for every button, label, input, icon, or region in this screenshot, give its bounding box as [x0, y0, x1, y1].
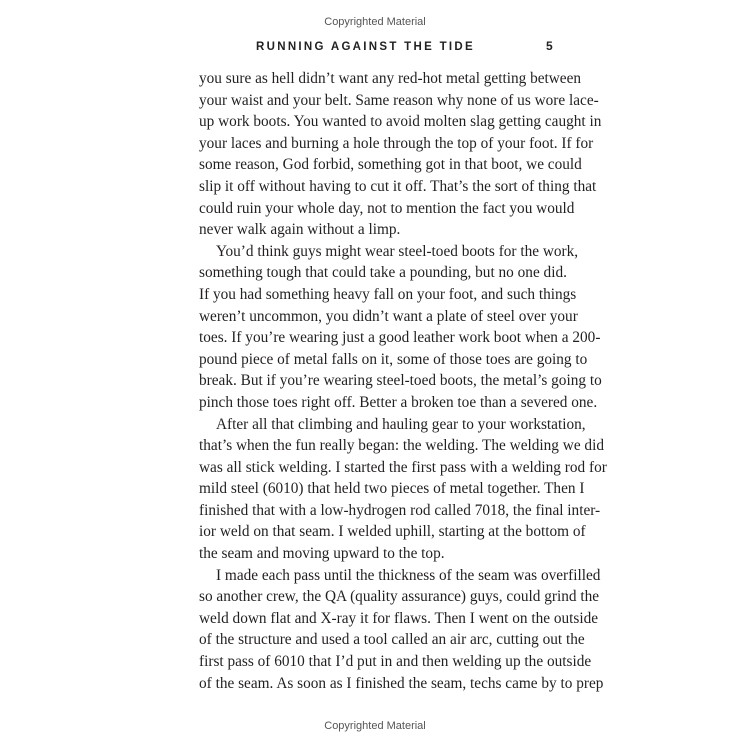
text-line: that’s when the fun really began: the welding. The welding we did: [199, 437, 604, 455]
text-line: never walk again without a limp.: [199, 221, 401, 239]
text-line: of the structure and used a tool called an air arc, cutting out the: [199, 631, 585, 649]
text-line: weld down flat and X-ray it for flaws. Then I went on the outside: [199, 609, 599, 627]
text-line: finished that with a low-hydrogen rod called 7018, the final inter-: [199, 501, 601, 519]
copyright-watermark-top: Copyrighted Material: [324, 16, 426, 28]
text-line: ior weld on that seam. I welded uphill, starting at the bottom of: [199, 523, 586, 541]
text-line: so another crew, the QA (quality assurance) guys, could grind the: [199, 588, 600, 606]
page-number: 5: [546, 39, 553, 53]
text-line: You’d think guys might wear steel-toed boots for the work,: [216, 242, 579, 260]
body-text: [199, 68, 607, 694]
text-line: up work boots. You wanted to avoid molten slag getting caught in: [199, 113, 602, 131]
text-line: mild steel (6010) that held two pieces of metal together. Then I: [199, 480, 585, 498]
text-line: some reason, God forbid, something got in that boot, we could: [199, 156, 582, 174]
text-line: something tough that could take a pounding, but no one did.: [199, 264, 567, 282]
text-line: you sure as hell didn’t want any red-hot metal getting between: [199, 70, 582, 87]
running-head: RUNNING AGAINST THE TIDE: [256, 41, 475, 53]
text-line: your laces and burning a hole through the top of your foot. If for: [199, 134, 594, 152]
text-line: was all stick welding. I started the first pass with a welding rod for: [199, 458, 607, 476]
text-line: pinch those toes right off. Better a broken toe than a severed one.: [199, 393, 598, 411]
text-line: your waist and your belt. Same reason why none of us wore lace-: [199, 91, 599, 109]
text-line: If you had something heavy fall on your foot, and such things: [199, 285, 577, 303]
text-line: slip it off without having to cut it off. That’s the sort of thing that: [199, 177, 597, 195]
text-line: I made each pass until the thickness of the seam was overfilled: [216, 566, 601, 584]
text-line: could ruin your whole day, not to mention the fact you would: [199, 199, 575, 217]
text-line: first pass of 6010 that I’d put in and then welding up the outside: [199, 653, 592, 671]
text-line: After all that climbing and hauling gear to your workstation,: [216, 415, 586, 433]
text-line: toes. If you’re wearing just a good leather work boot when a 200-: [199, 329, 601, 347]
text-line: weren’t uncommon, you didn’t want a plate of steel over your: [199, 307, 578, 325]
copyright-watermark-bottom: Copyrighted Material: [324, 720, 426, 732]
text-line: the seam and moving upward to the top.: [199, 545, 445, 563]
text-line: break. But if you’re wearing steel-toed boots, the metal’s going to: [199, 372, 602, 390]
text-line: of the seam. As soon as I finished the seam, techs came by to prep: [199, 674, 604, 692]
text-line: pound piece of metal falls on it, some of those toes are going to: [199, 350, 588, 368]
